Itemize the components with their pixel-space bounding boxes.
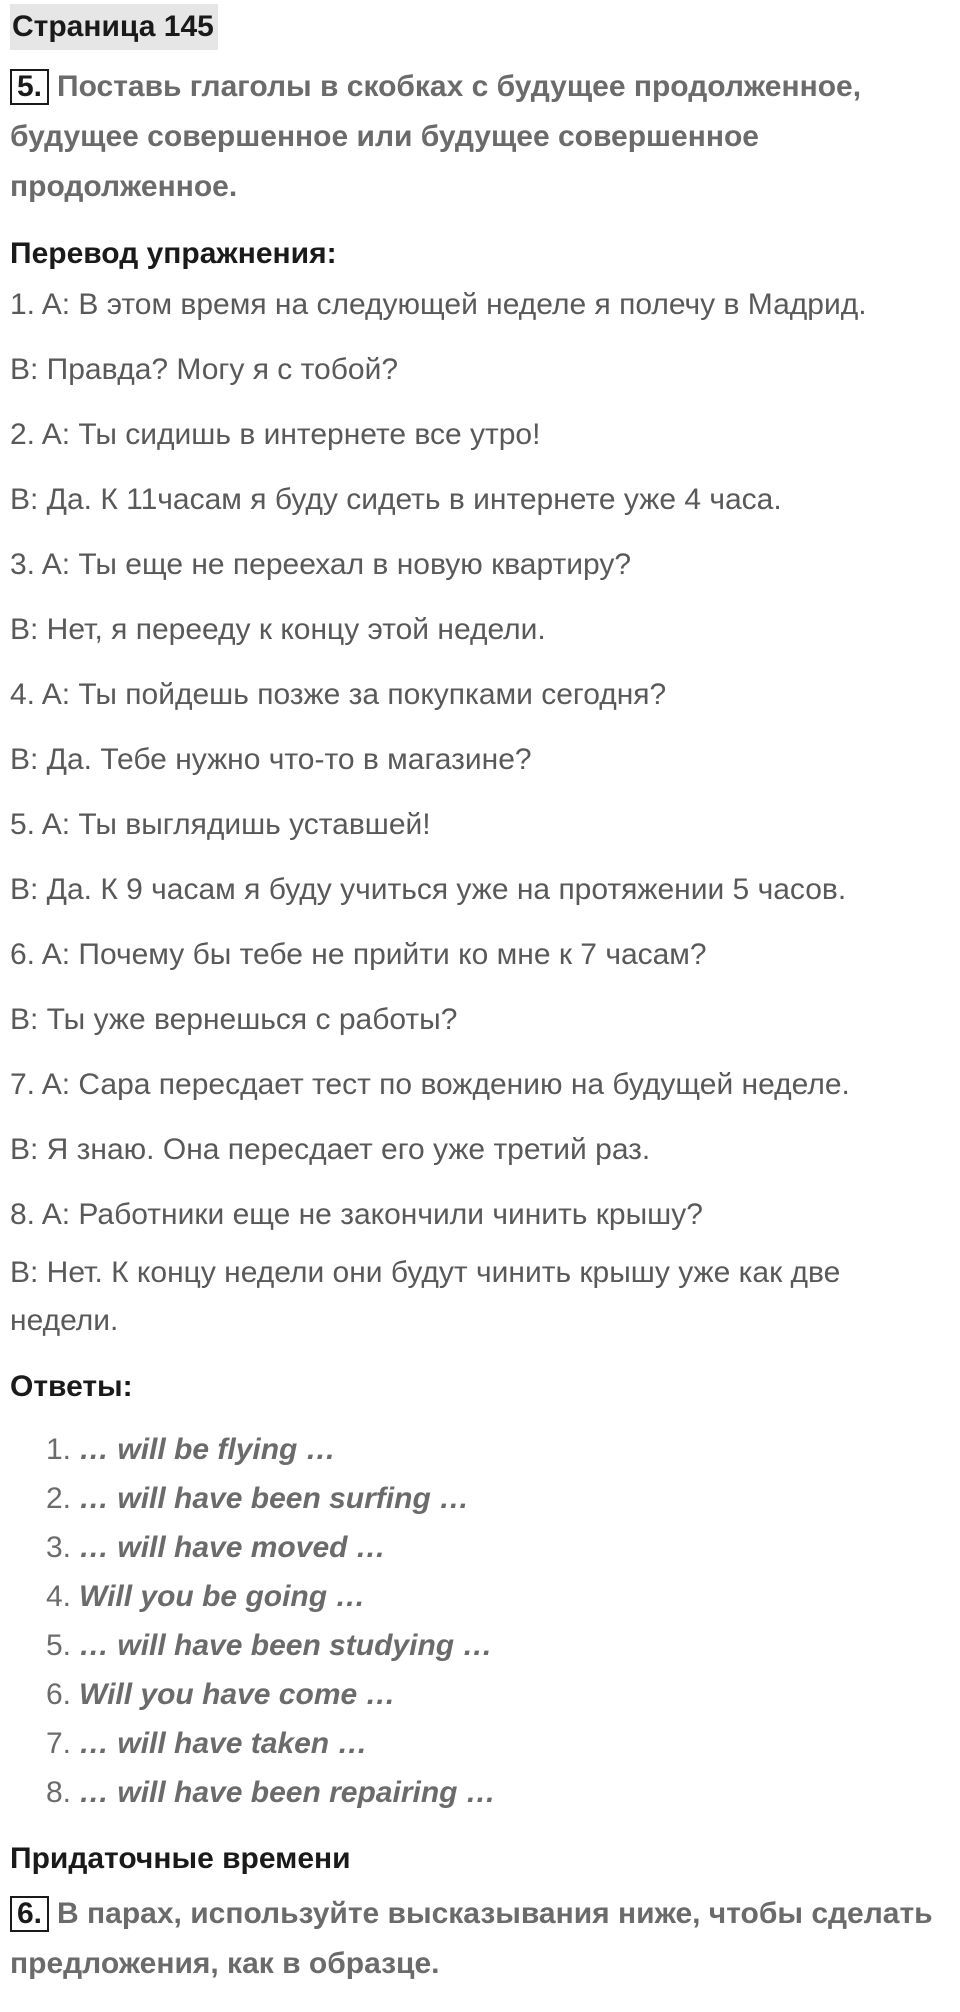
clauses-heading: Придаточные времени [10, 1842, 351, 1875]
translation-line: B: Ты уже вернешься с работы? [10, 1003, 458, 1036]
answer-number: 2. [46, 1482, 72, 1515]
answer-item [46, 1523, 950, 1572]
answer-item [46, 1621, 950, 1670]
answer-item [46, 1670, 950, 1719]
answer-number: 5. [46, 1629, 72, 1662]
answer-number: 7. [46, 1727, 72, 1760]
answer-number: 3. [46, 1531, 72, 1564]
answer-text: … will have been studying … [79, 1629, 493, 1662]
translation-line: 1. A: В этом время на следующей неделе я полечу в Мадрид. [10, 288, 867, 321]
translation-line: B: Нет, я перееду к концу этой недели. [10, 613, 546, 646]
answer-item [46, 1474, 950, 1523]
answer-text: Will you have come … [79, 1678, 396, 1711]
translation-line: B: Я знаю. Она пересдает его уже третий раз. [10, 1133, 651, 1166]
translation-line: 6. A: Почему бы тебе не прийти ко мне к 7 часам? [10, 938, 707, 971]
translation-line: B: Правда? Могу я с тобой? [10, 353, 399, 386]
translation-line: 8. A: Работники еще не закончили чинить крышу? [10, 1198, 703, 1231]
translation-list [10, 286, 950, 1345]
answer-text: … will have moved … [79, 1531, 386, 1564]
answer-text: … will have been repairing … [79, 1776, 496, 1809]
answer-text: … will be flying … [79, 1433, 336, 1466]
answer-number: 1. [46, 1433, 72, 1466]
task-5-instruction [10, 62, 950, 212]
answer-item [46, 1768, 950, 1817]
answer-number: 4. [46, 1580, 72, 1613]
task-5-text: Поставь глаголы в скобках с будущее продолженное, будущее совершенное или будущее совершенное продолженное. [10, 70, 862, 203]
translation-line: 3. A: Ты еще не переехал в новую квартиру? [10, 548, 632, 581]
translation-line: 4. A: Ты пойдешь позже за покупками сегодня? [10, 678, 667, 711]
answer-text: Will you be going … [79, 1580, 366, 1613]
task-5-number: 5. [10, 69, 49, 105]
translation-line: 2. A: Ты сидишь в интернете все утро! [10, 418, 541, 451]
page-number-label: Страница 145 [10, 4, 218, 50]
answer-text: … will have taken … [79, 1727, 368, 1760]
translation-line: B: Да. Тебе нужно что-то в магазине? [10, 743, 532, 776]
answer-item [46, 1719, 950, 1768]
task-6-instruction [10, 1889, 950, 1989]
translation-line: B: Нет. К концу недели они будут чинить крышу уже как две недели. [10, 1256, 841, 1337]
task-6-text: В парах, используйте высказывания ниже, чтобы сделать предложения, как в образце. [10, 1897, 933, 1980]
answer-text: … will have been surfing … [79, 1482, 470, 1515]
translation-line: B: Да. К 11часам я буду сидеть в интернете уже 4 часа. [10, 483, 782, 516]
answer-item [46, 1425, 950, 1474]
answer-number: 6. [46, 1678, 72, 1711]
translation-heading: Перевод упражнения: [10, 237, 337, 270]
task-6-number: 6. [10, 1896, 49, 1932]
answers-list [10, 1425, 950, 1817]
answers-heading: Ответы: [10, 1370, 133, 1403]
translation-line: 7. A: Сара пересдает тест по вождению на будущей неделе. [10, 1068, 850, 1101]
translation-line: 5. A: Ты выглядишь уставшей! [10, 808, 431, 841]
translation-line: B: Да. К 9 часам я буду учиться уже на протяжении 5 часов. [10, 873, 847, 906]
answer-number: 8. [46, 1776, 72, 1809]
answer-item [46, 1572, 950, 1621]
